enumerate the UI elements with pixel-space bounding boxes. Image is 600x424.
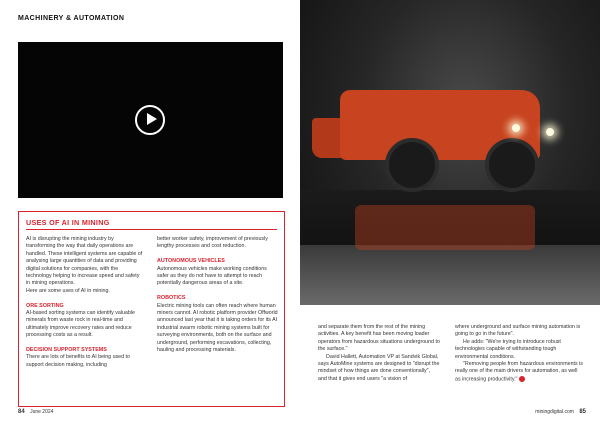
article-text: where underground and surface mining automation is going to go in the future".	[455, 324, 581, 338]
autonomous-vehicles-text: Autonomous vehicles make working conditions safer as they do not have to attempt to reach potentially dangerous areas of a site.	[157, 265, 267, 287]
loader-wheel	[485, 138, 539, 192]
end-mark-icon	[519, 376, 525, 382]
headlight	[546, 128, 554, 136]
article-column-1	[318, 324, 440, 391]
headlight	[512, 124, 520, 132]
loader-wheel	[385, 138, 439, 192]
video-player[interactable]	[18, 42, 283, 198]
article-column-2	[455, 324, 583, 391]
photo-floor	[300, 245, 600, 305]
section-label: MACHINERY & AUTOMATION	[18, 15, 125, 22]
article-text: and separate them from the rest of the mining activities. A key benefit has been moving loader operators from hazardous situations underground to the surface."	[318, 324, 440, 353]
article-text-final: "Removing people from hazardous environments is really one of the main drivers for automation, as well as increasing productivity."	[455, 361, 583, 383]
footer-left	[18, 409, 53, 415]
intro-text-2: Here are some uses of AI in mining.	[26, 287, 110, 294]
play-icon[interactable]	[135, 105, 165, 135]
decision-support-text: There are lots of benefits to AI being used to support decision making, including	[26, 354, 130, 368]
box-title: USES OF AI IN MINING	[26, 218, 110, 227]
article-text	[455, 361, 583, 384]
robotics-text: Electric mining tools can often reach where human miners cannot. AI robotic platform provider Offworld announced last year that it is taking orders for its AI industrial swarm robotic mining systems built for surveying environments, both on the surface and underground, performing excavations, collecting, hauling and processing materials.	[157, 302, 278, 354]
mining-loader-photo	[300, 0, 600, 305]
page-number-left: 84	[18, 409, 25, 415]
article-text: David Hallett, Automation VP at Sandvik Global, says AutoMine systems are designed to "disrupt the mindset of how things are done conventionally", and that it gives end users "a vision of	[318, 353, 440, 382]
loader-reflection	[355, 205, 535, 250]
decision-support-cont: better worker safety, improvement of previously lengthy processes and cost reduction.	[157, 236, 268, 250]
box-column-right	[157, 236, 279, 362]
article-text: He adds: "We're trying to introduce robust technologies capable of withstanding tough environmental conditions.	[455, 338, 561, 360]
website[interactable]: miningdigital.com	[535, 409, 574, 415]
page-number-right: 85	[579, 409, 586, 415]
box-column-left	[26, 236, 144, 377]
ai-in-mining-box	[18, 211, 285, 407]
heading-ore-sorting: ORE SORTING	[26, 302, 64, 309]
heading-robotics: ROBOTICS	[157, 295, 186, 302]
issue-date: June 2024	[30, 409, 54, 415]
intro-text: AI is disrupting the mining industry by transforming the way that daily operations are handled. These intelligent systems are capable of analysing large quantities of data and providing digital solutions for companies, with the technology helping to increase speed and safety in mining operations.	[26, 236, 143, 287]
heading-autonomous-vehicles: AUTONOMOUS VEHICLES	[157, 258, 225, 265]
heading-decision-support: DECISION SUPPORT SYSTEMS	[26, 347, 107, 354]
footer-right	[535, 409, 586, 415]
box-divider	[26, 229, 277, 230]
ore-sorting-text: AI-based sorting systems can identify valuable minerals from waste rock in real-time and ultimately improve recovery rates and reduce processing costs as a result.	[26, 310, 135, 339]
